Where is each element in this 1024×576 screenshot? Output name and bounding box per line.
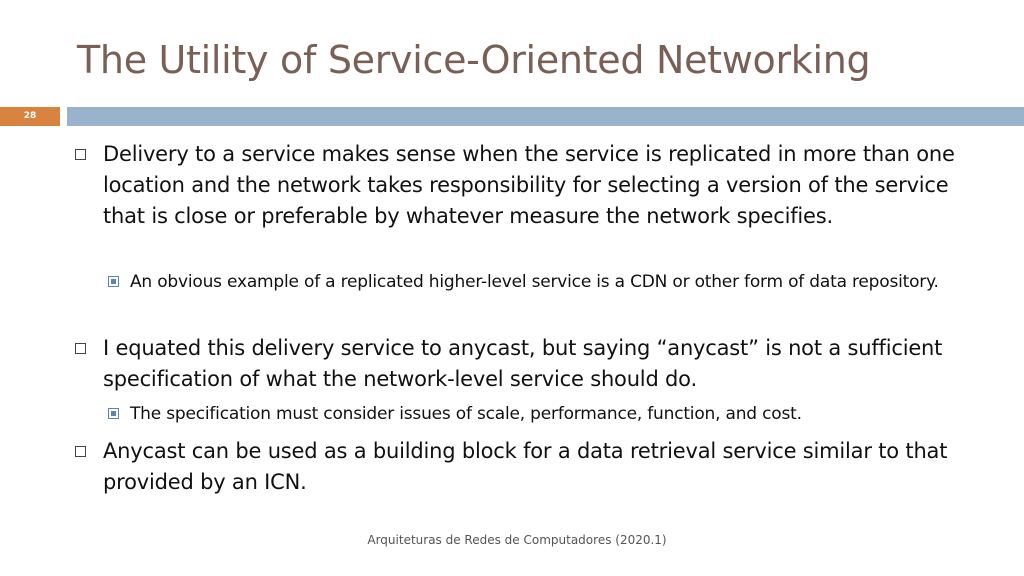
sub-bullet-text: The specification must consider issues of scale, performance, function, and cost. xyxy=(130,404,802,424)
title-divider-bar xyxy=(67,107,1024,126)
sub-bullet-item xyxy=(130,269,990,295)
filled-square-bullet-icon xyxy=(108,408,119,419)
bullet-text: Anycast can be used as a building block for a data retrieval service similar to that provided by an ICN. xyxy=(103,439,948,494)
filled-square-bullet-icon xyxy=(108,276,119,287)
square-bullet-icon xyxy=(75,343,86,354)
bullet-item xyxy=(103,333,983,395)
bullet-text: Delivery to a service makes sense when the service is replicated in more than one location and the network takes responsibility for selecting a version of the service that is close or preferable by whatever measure the network specifies. xyxy=(103,142,955,228)
square-bullet-icon xyxy=(75,149,86,160)
bullet-text: I equated this delivery service to anycast, but saying “anycast” is not a sufficient specification of what the network-level service should do. xyxy=(103,336,943,391)
slide-title: The Utility of Service-Oriented Networking xyxy=(77,38,871,82)
slide-footer: Arquiteturas de Redes de Computadores (2020.1) xyxy=(367,533,667,547)
sub-bullet-text: An obvious example of a replicated higher-level service is a CDN or other form of data repository. xyxy=(130,272,939,292)
square-bullet-icon xyxy=(75,446,86,457)
sub-bullet-item xyxy=(130,401,990,427)
bullet-item xyxy=(103,139,983,232)
slide-number: 28 xyxy=(0,107,60,126)
bullet-item xyxy=(103,436,983,498)
